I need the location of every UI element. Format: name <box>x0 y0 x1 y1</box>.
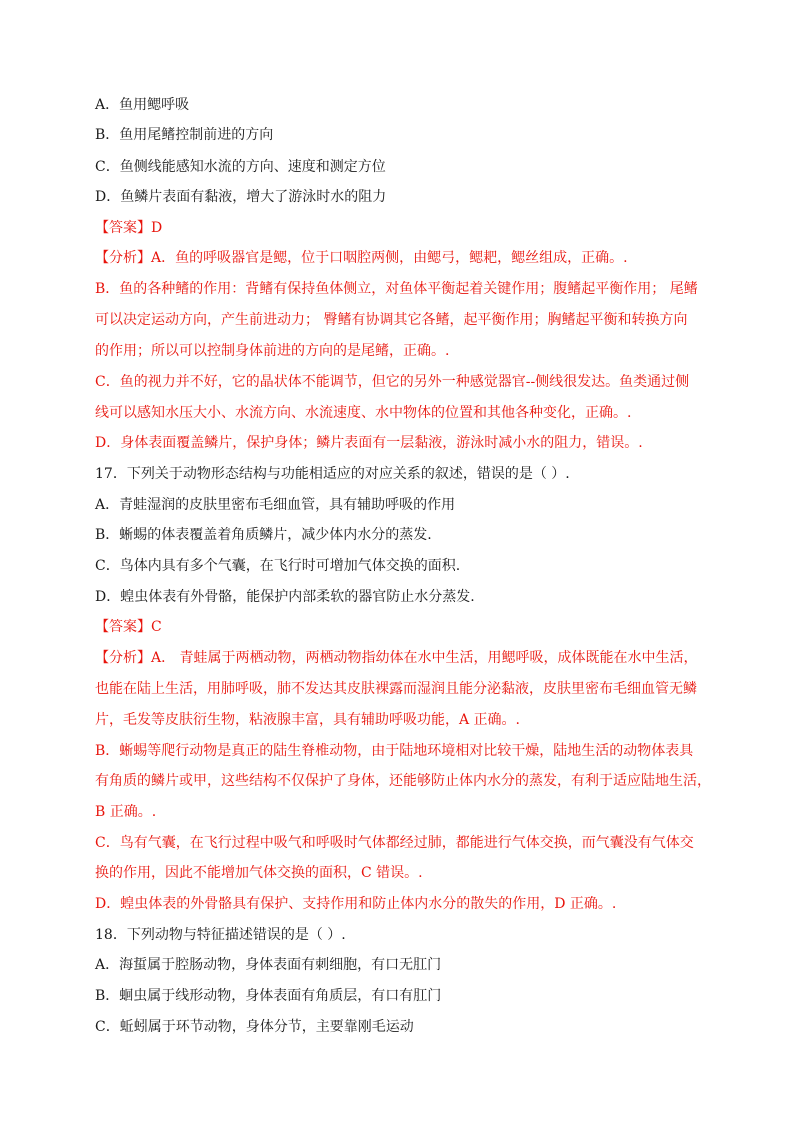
q17-analysis-a-line2: 也能在陆上生活，用肺呼吸，肺不发达其皮肤裸露而湿润且能分泌黏液，皮肤里密布毛细血管无鳞 <box>95 681 697 697</box>
q17-stem: 17．下列关于动物形态结构与功能相适应的对应关系的叙述，错误的是（ ）. <box>95 466 570 482</box>
q17-analysis-a-line1: 【分析】A． 青蛙属于两栖动物，两栖动物指幼体在水中生活，用鳃呼吸，成体既能在水中生活， <box>95 650 698 666</box>
q16-option-a: A．鱼用鳃呼吸 <box>95 97 190 113</box>
q16-answer: 【答案】D <box>95 220 163 236</box>
q17-option-b: B．蜥蜴的体表覆盖着角质鳞片，减少体内水分的蒸发. <box>95 527 432 543</box>
q17-option-c: C．鸟体内具有多个气囊，在飞行时可增加气体交换的面积. <box>95 558 461 574</box>
q16-analysis-b-line1: B．鱼的各种鳍的作用：背鳍有保持鱼体侧立，对鱼体平衡起着关键作用；腹鳍起平衡作用； 尾鳍 <box>95 281 698 297</box>
q17-analysis-c-line2: 换的作用，因此不能增加气体交换的面积，C 错误。. <box>95 865 423 881</box>
q16-analysis-d: D．身体表面覆盖鳞片，保护身体；鳞片表面有一层黏液，游泳时减小水的阻力，错误。. <box>95 435 643 451</box>
q17-analysis-b-line1: B．蜥蜴等爬行动物是真正的陆生脊椎动物，由于陆地环境相对比较干燥，陆地生活的动物体表具 <box>95 743 694 759</box>
q16-option-d: D．鱼鳞片表面有黏液，增大了游泳时水的阻力 <box>95 189 387 205</box>
q16-analysis-b-line3: 的作用；所以可以控制身体前进的方向的是尾鳍，正确。. <box>95 343 450 359</box>
q16-analysis-a: 【分析】A．鱼的呼吸器官是鳃，位于口咽腔两侧，由鳃弓，鳃耙，鳃丝组成，正确。. <box>95 250 628 266</box>
q17-analysis-c-line1: C．鸟有气囊，在飞行过程中吸气和呼吸时气体都经过肺，都能进行气体交换，而气囊没有气体交 <box>95 835 694 851</box>
q17-analysis-a-line3: 片，毛发等皮肤衍生物，粘液腺丰富，具有辅助呼吸功能，A 正确。. <box>95 712 521 728</box>
q16-analysis-b-line2: 可以决定运动方向，产生前进动力； 臀鳍有协调其它各鳍，起平衡作用；胸鳍起平衡和转换方向 <box>95 312 688 328</box>
q18-stem: 18．下列动物与特征描述错误的是（ ）. <box>95 927 346 943</box>
q17-analysis-b-line2: 有角质的鳞片或甲，这些结构不仅保护了身体，还能够防止体内水分的蒸发，有利于适应陆地生活， <box>95 773 711 789</box>
q16-option-c: C．鱼侧线能感知水流的方向、速度和测定方位 <box>95 159 386 175</box>
q16-analysis-c-line2: 线可以感知水压大小、水流方向、水流速度、水中物体的位置和其他各种变化，正确。. <box>95 405 632 421</box>
q18-option-c: C．蚯蚓属于环节动物，身体分节，主要靠刚毛运动 <box>95 1019 414 1035</box>
q17-analysis-d: D．蝗虫体表的外骨骼具有保护、支持作用和防止体内水分的散失的作用，D 正确。. <box>95 896 617 912</box>
q17-analysis-b-line3: B 正确。. <box>95 804 157 820</box>
q18-option-a: A．海蜇属于腔肠动物，身体表面有刺细胞，有口无肛门 <box>95 957 442 973</box>
q16-analysis-c-line1: C．鱼的视力并不好，它的晶状体不能调节，但它的另外一种感觉器官--侧线很发达。鱼类通过侧 <box>95 374 690 390</box>
q18-option-b: B．蛔虫属于线形动物，身体表面有角质层，有口有肛门 <box>95 988 442 1004</box>
q17-option-d: D．蝗虫体表有外骨骼，能保护内部柔软的器官防止水分蒸发. <box>95 589 475 605</box>
q17-answer: 【答案】C <box>95 619 162 635</box>
q17-option-a: A．青蛙湿润的皮肤里密布毛细血管，具有辅助呼吸的作用 <box>95 497 456 513</box>
q16-option-b: B．鱼用尾鳍控制前进的方向 <box>95 127 274 143</box>
